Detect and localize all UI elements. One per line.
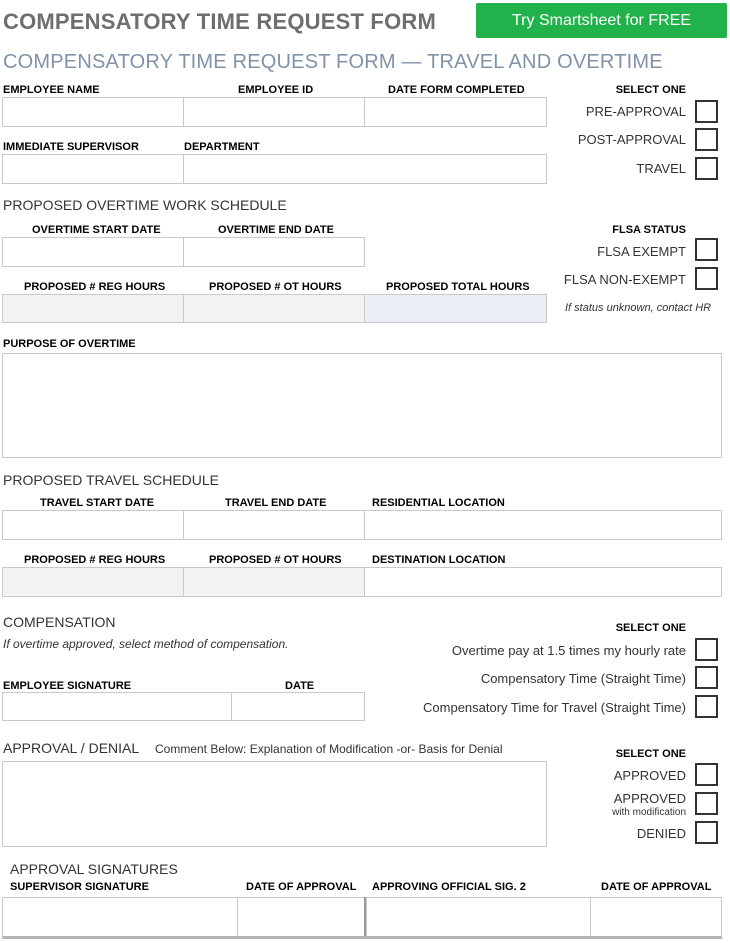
option-label: DENIED	[636, 826, 686, 841]
option-label: POST-APPROVAL	[577, 132, 686, 147]
travel-reg-hours-input[interactable]	[2, 567, 184, 597]
approved-checkbox[interactable]	[695, 763, 718, 786]
department-label: DEPARTMENT	[184, 141, 260, 153]
flsa-note: If status unknown, contact HR	[565, 302, 712, 314]
employee-id-input[interactable]	[183, 97, 365, 127]
ot-ot-hours-input[interactable]	[183, 294, 365, 323]
option-label: Overtime pay at 1.5 times my hourly rate	[451, 643, 686, 658]
official-signature-input[interactable]	[366, 897, 591, 937]
employee-signature-label: EMPLOYEE SIGNATURE	[3, 680, 132, 692]
ot-end-input[interactable]	[183, 237, 365, 267]
option-sublabel: with modification	[612, 807, 686, 818]
travel-reg-hours-label: PROPOSED # REG HOURS	[24, 554, 166, 566]
option-label: TRAVEL	[636, 161, 686, 176]
ot-ot-hours-label: PROPOSED # OT HOURS	[209, 281, 342, 293]
compensation-note: If overtime approved, select method of compensation.	[3, 637, 289, 651]
flsa-heading: FLSA STATUS	[612, 224, 686, 236]
supervisor-label: IMMEDIATE SUPERVISOR	[3, 141, 139, 153]
destination-input[interactable]	[364, 567, 722, 597]
date-completed-input[interactable]	[364, 97, 547, 127]
bottom-rule	[2, 936, 722, 939]
ot-reg-hours-input[interactable]	[2, 294, 184, 323]
department-input[interactable]	[183, 154, 547, 184]
approval-date-1-input[interactable]	[237, 897, 365, 937]
option-label: APPROVED	[613, 791, 686, 806]
supervisor-signature-label: SUPERVISOR SIGNATURE	[10, 881, 149, 893]
post-approval-checkbox[interactable]	[695, 128, 718, 151]
travel-heading: PROPOSED TRAVEL SCHEDULE	[3, 472, 220, 488]
form-subtitle: COMPENSATORY TIME REQUEST FORM — TRAVEL AND OVERTIME	[3, 51, 663, 73]
approval-date-2-label: DATE OF APPROVAL	[601, 881, 712, 893]
approval-comment-label: Comment Below: Explanation of Modification -or- Basis for Denial	[155, 742, 503, 756]
comp-time-checkbox[interactable]	[695, 666, 718, 689]
page-title: COMPENSATORY TIME REQUEST FORM	[3, 9, 436, 34]
signature-date-input[interactable]	[231, 692, 365, 721]
pre-approval-checkbox[interactable]	[695, 100, 718, 123]
purpose-label: PURPOSE OF OVERTIME	[3, 338, 136, 350]
approval-date-1-label: DATE OF APPROVAL	[246, 881, 357, 893]
overtime-heading: PROPOSED OVERTIME WORK SCHEDULE	[3, 197, 287, 213]
signatures-heading: APPROVAL SIGNATURES	[10, 861, 178, 877]
request-type-heading: SELECT ONE	[615, 84, 686, 96]
travel-checkbox[interactable]	[695, 157, 718, 180]
residential-label: RESIDENTIAL LOCATION	[372, 497, 505, 509]
supervisor-input[interactable]	[2, 154, 184, 184]
flsa-non-exempt-checkbox[interactable]	[695, 267, 718, 290]
employee-signature-input[interactable]	[2, 692, 232, 721]
employee-name-label: EMPLOYEE NAME	[3, 84, 100, 96]
ot-reg-hours-label: PROPOSED # REG HOURS	[24, 281, 166, 293]
comp-time-travel-checkbox[interactable]	[695, 695, 718, 718]
option-label: Compensatory Time for Travel (Straight Time)	[423, 700, 686, 715]
official-signature-label: APPROVING OFFICIAL SIG. 2	[372, 881, 526, 893]
try-smartsheet-button[interactable]: Try Smartsheet for FREE	[476, 3, 727, 38]
purpose-textarea[interactable]	[2, 353, 722, 458]
overtime-pay-checkbox[interactable]	[695, 638, 718, 661]
compensation-select-heading: SELECT ONE	[615, 622, 686, 634]
travel-ot-hours-label: PROPOSED # OT HOURS	[209, 554, 342, 566]
denied-checkbox[interactable]	[695, 821, 718, 844]
approval-select-heading: SELECT ONE	[615, 748, 686, 760]
travel-start-label: TRAVEL START DATE	[40, 497, 155, 509]
ot-start-label: OVERTIME START DATE	[32, 224, 161, 236]
flsa-exempt-checkbox[interactable]	[695, 238, 718, 261]
ot-total-hours-input[interactable]	[364, 294, 547, 323]
ot-end-label: OVERTIME END DATE	[218, 224, 334, 236]
option-label: Compensatory Time (Straight Time)	[480, 671, 686, 686]
employee-name-input[interactable]	[2, 97, 184, 127]
ot-total-hours-label: PROPOSED TOTAL HOURS	[386, 281, 530, 293]
compensation-heading: COMPENSATION	[3, 614, 116, 630]
approved-with-modification-checkbox[interactable]	[695, 792, 718, 815]
option-label: FLSA NON-EXEMPT	[563, 272, 686, 287]
option-label: APPROVED	[613, 768, 686, 783]
travel-ot-hours-input[interactable]	[183, 567, 365, 597]
signature-date-label: DATE	[285, 680, 315, 692]
travel-end-input[interactable]	[183, 510, 365, 540]
date-completed-label: DATE FORM COMPLETED	[388, 84, 525, 96]
option-label: FLSA EXEMPT	[597, 244, 686, 259]
approval-date-2-input[interactable]	[590, 897, 722, 937]
approval-heading: APPROVAL / DENIAL	[3, 740, 140, 756]
destination-label: DESTINATION LOCATION	[372, 554, 506, 566]
travel-end-label: TRAVEL END DATE	[225, 497, 327, 509]
employee-id-label: EMPLOYEE ID	[238, 84, 314, 96]
travel-start-input[interactable]	[2, 510, 184, 540]
approval-comment-textarea[interactable]	[2, 761, 547, 847]
option-label: PRE-APPROVAL	[585, 104, 686, 119]
ot-start-input[interactable]	[2, 237, 184, 267]
residential-input[interactable]	[364, 510, 722, 540]
supervisor-signature-input[interactable]	[2, 897, 238, 937]
